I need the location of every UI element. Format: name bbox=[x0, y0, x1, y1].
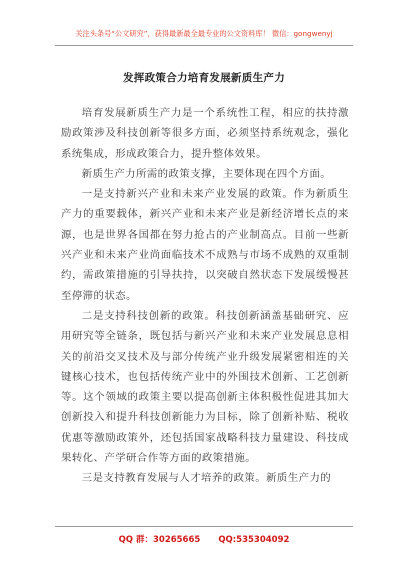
document-title: 发挥政策合力培育发展新质生产力 bbox=[123, 72, 285, 84]
header-divider bbox=[55, 45, 353, 46]
footer-qq-group: QQ 群：30265665 bbox=[118, 535, 201, 545]
paragraph: 二是支持科技创新的政策。科技创新涵盖基础研究、应用研究等全链条，既包括与新兴产业和未来产业发展息息相关的前沿交叉技术及与部分传统产业升级发展紧密相连的关键核心技术，也包括传统产业中的外围技术创新、工艺创新等。这个领域的政策主要以提高创新主体积极性促进其加大创新投入和提升科技创新能力为目标，除了创新补贴、税收优惠等激励政策外，还包括国家战略科技力量建设、科技成果转化、产学研合作等方面的政策措施。 bbox=[61, 309, 349, 465]
footer-qq: QQ:535304092 bbox=[218, 535, 290, 545]
paragraph: 一是支持新兴产业和未来产业发展的政策。作为新质生产力的重要载体，新兴产业和未来产业是新经济增长点的来源，也是世界各国都在努力抢占的产业制高点。目前一些新兴产业和未来产业尚面临技术不成熟与市场不成熟的双重制约，需政策措施的引导扶持，以突破自然状态下发展缓慢甚至停滞的状态。 bbox=[61, 188, 349, 302]
header-note: 关注头条号“公文研究”，获得最新最全最专业的公文资料库！ 微信：gongwenyj bbox=[75, 29, 333, 38]
paragraph: 培育发展新质生产力是一个系统性工程，相应的扶持激励政策涉及科技创新等很多方面，必须坚持系统观念，强化系统集成，形成政策合力，提升整体效果。 bbox=[61, 107, 349, 160]
footer-divider bbox=[55, 526, 353, 527]
footer-contacts bbox=[0, 533, 408, 545]
paragraph: 三是支持教育发展与人才培养的政策。新质生产力的 bbox=[81, 472, 332, 485]
document-body bbox=[61, 103, 349, 489]
paragraph: 新质生产力所需的政策支撑，主要体现在四个方面。 bbox=[81, 167, 332, 180]
